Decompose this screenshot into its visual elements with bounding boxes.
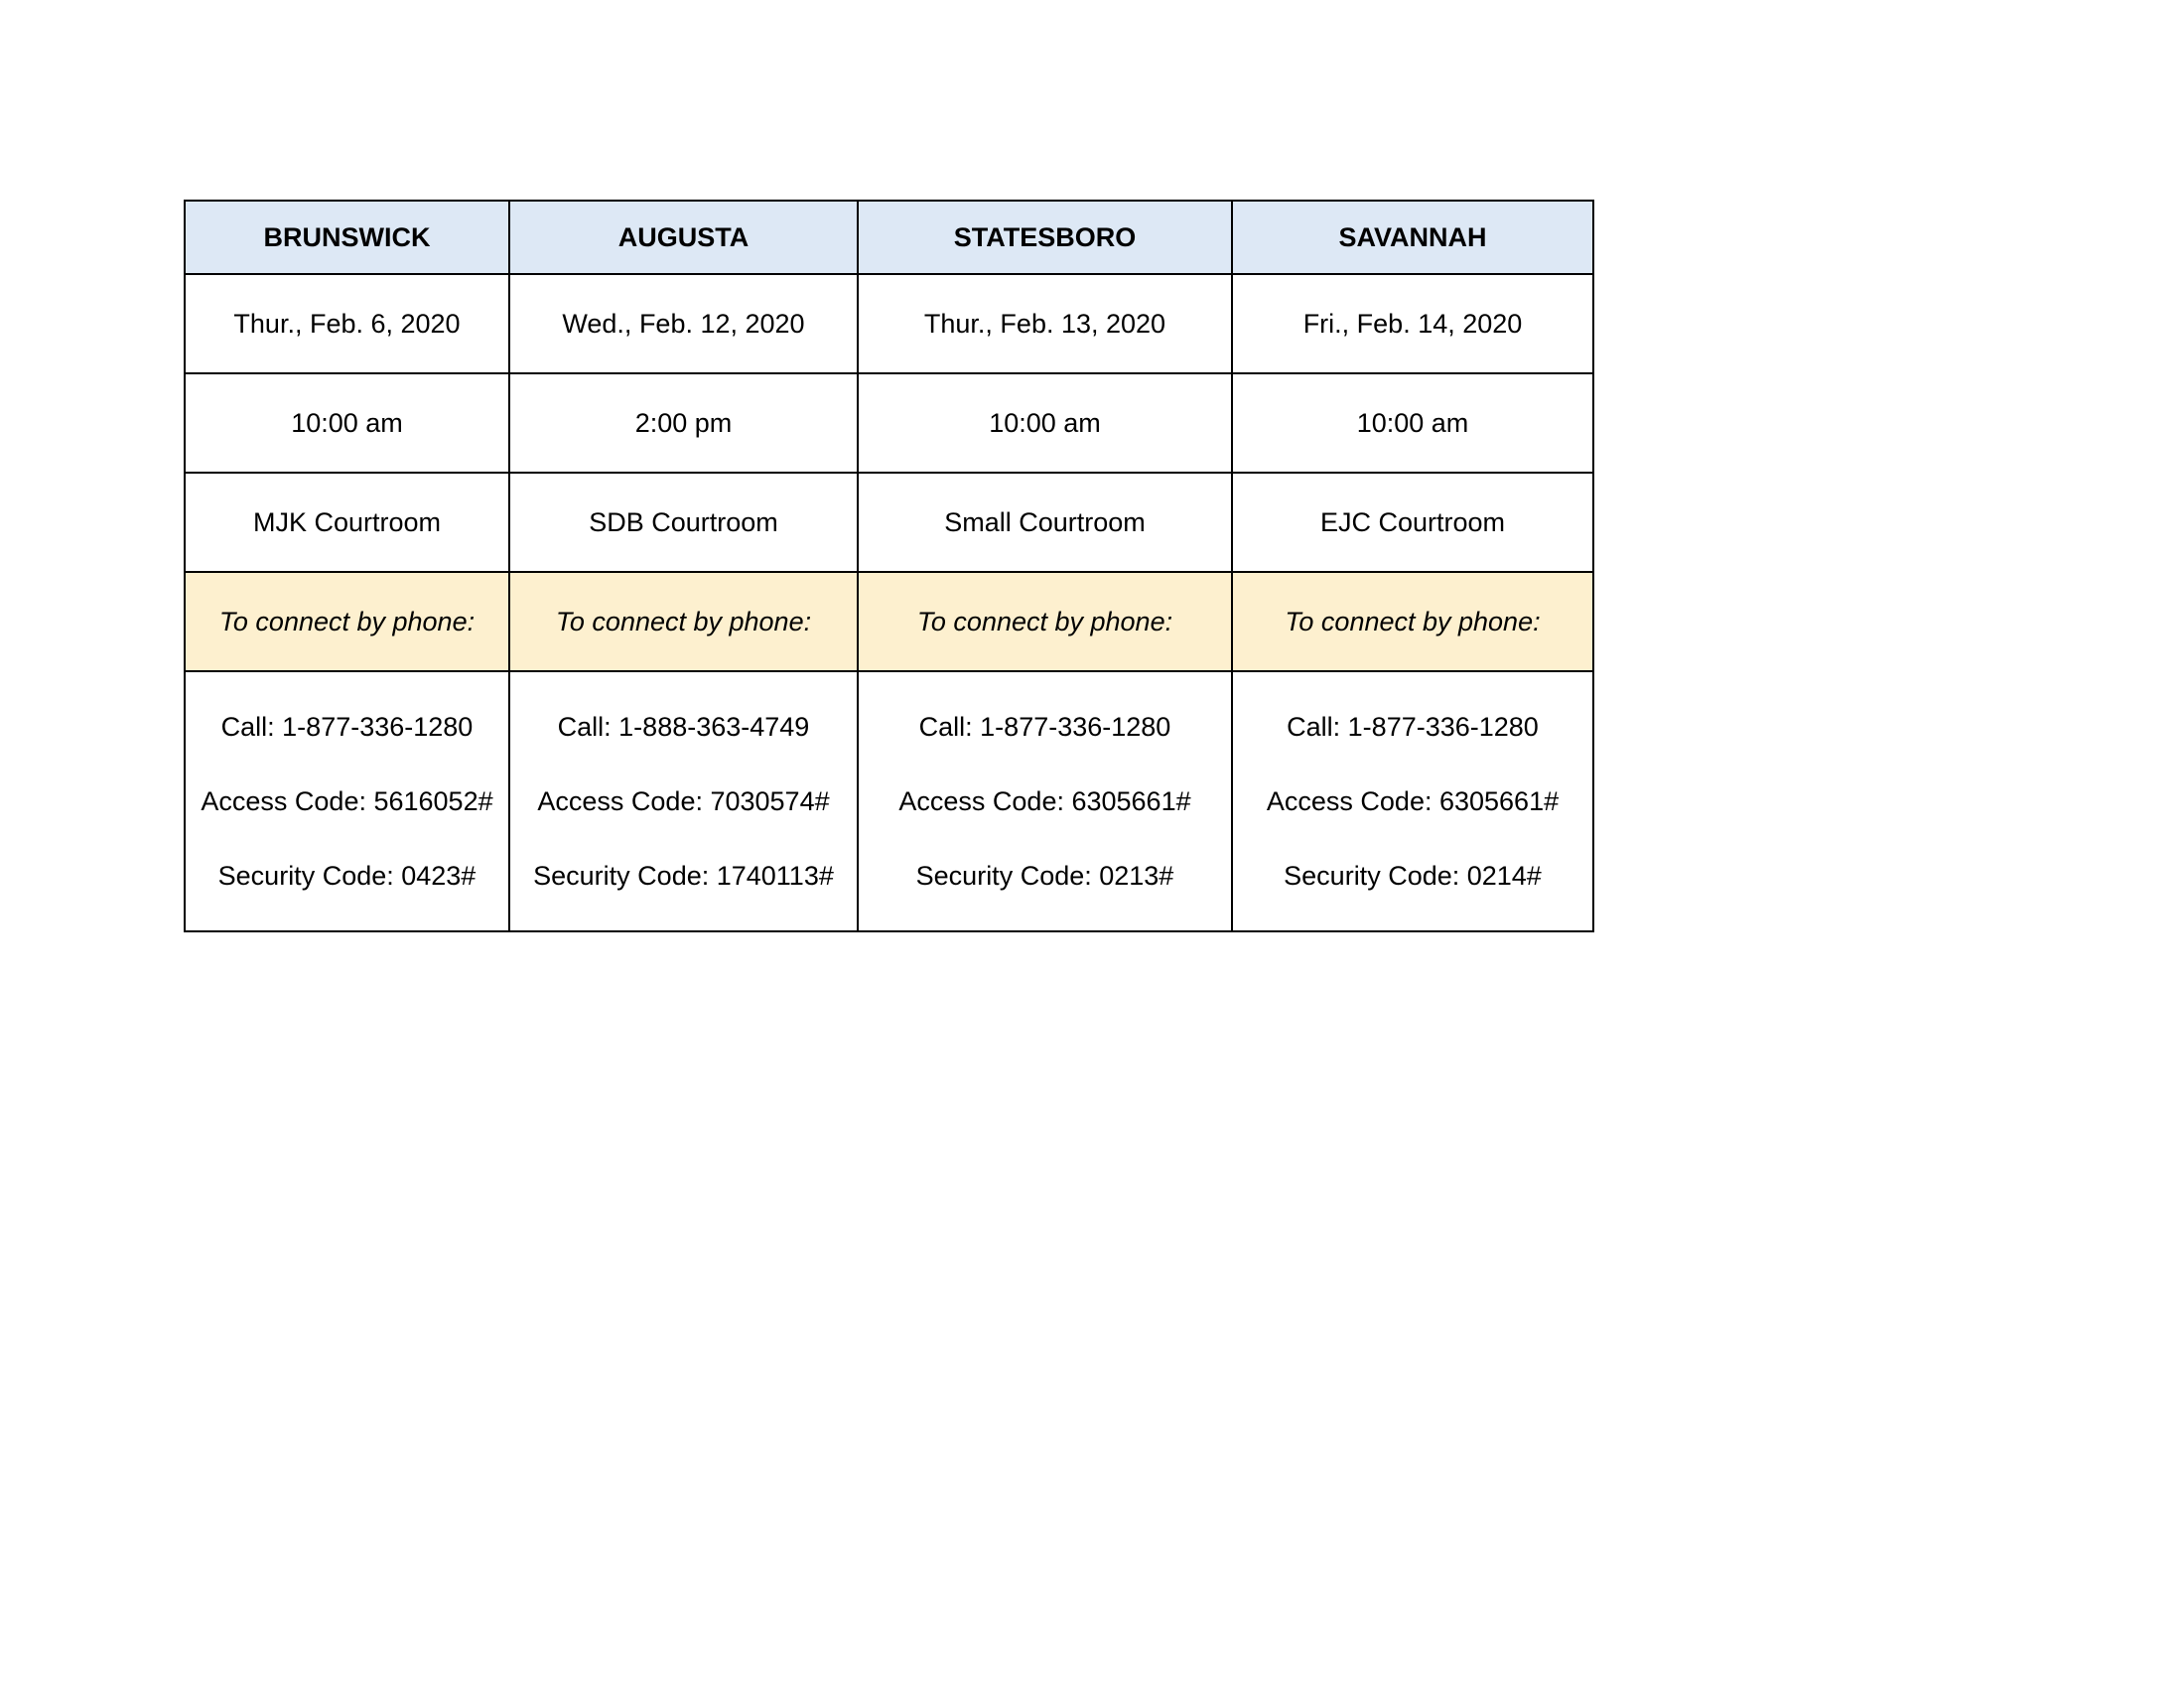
call-number: Call: 1-877-336-1280 [918, 711, 1171, 742]
hearing-schedule-table [184, 200, 1594, 932]
header-cell-augusta: AUGUSTA [509, 201, 858, 274]
access-code: Access Code: 7030574# [537, 785, 830, 816]
access-code: Access Code: 6305661# [1266, 785, 1560, 816]
phone-details-cell [185, 671, 509, 931]
date-cell: Fri., Feb. 14, 2020 [1232, 274, 1593, 373]
time-cell: 10:00 am [185, 373, 509, 473]
header-cell-savannah: SAVANNAH [1232, 201, 1593, 274]
time-row [185, 373, 1593, 473]
access-code: Access Code: 5616052# [201, 785, 493, 816]
time-cell: 10:00 am [1232, 373, 1593, 473]
date-cell: Thur., Feb. 6, 2020 [185, 274, 509, 373]
security-code: Security Code: 0423# [217, 860, 477, 891]
header-cell-statesboro: STATESBORO [858, 201, 1232, 274]
date-cell: Thur., Feb. 13, 2020 [858, 274, 1232, 373]
courtroom-cell: Small Courtroom [858, 473, 1232, 572]
time-cell: 2:00 pm [509, 373, 858, 473]
date-cell: Wed., Feb. 12, 2020 [509, 274, 858, 373]
connect-cell: To connect by phone: [509, 572, 858, 671]
connect-cell: To connect by phone: [1232, 572, 1593, 671]
courtroom-cell: EJC Courtroom [1232, 473, 1593, 572]
call-number: Call: 1-888-363-4749 [557, 711, 810, 742]
connect-cell: To connect by phone: [858, 572, 1232, 671]
call-number: Call: 1-877-336-1280 [220, 711, 474, 742]
security-code: Security Code: 0214# [1284, 860, 1542, 891]
time-cell: 10:00 am [858, 373, 1232, 473]
phone-details-cell [1232, 671, 1593, 931]
connect-row [185, 572, 1593, 671]
security-code: Security Code: 0213# [915, 860, 1174, 891]
date-row [185, 274, 1593, 373]
phone-details-cell [858, 671, 1232, 931]
courtroom-cell: MJK Courtroom [185, 473, 509, 572]
courtroom-row [185, 473, 1593, 572]
header-cell-brunswick: BRUNSWICK [185, 201, 509, 274]
header-row [185, 201, 1593, 274]
courtroom-cell: SDB Courtroom [509, 473, 858, 572]
connect-cell: To connect by phone: [185, 572, 509, 671]
access-code: Access Code: 6305661# [898, 785, 1191, 816]
phone-details-cell [509, 671, 858, 931]
phone-details-row [185, 671, 1593, 931]
call-number: Call: 1-877-336-1280 [1287, 711, 1539, 742]
security-code: Security Code: 1740113# [533, 860, 834, 891]
